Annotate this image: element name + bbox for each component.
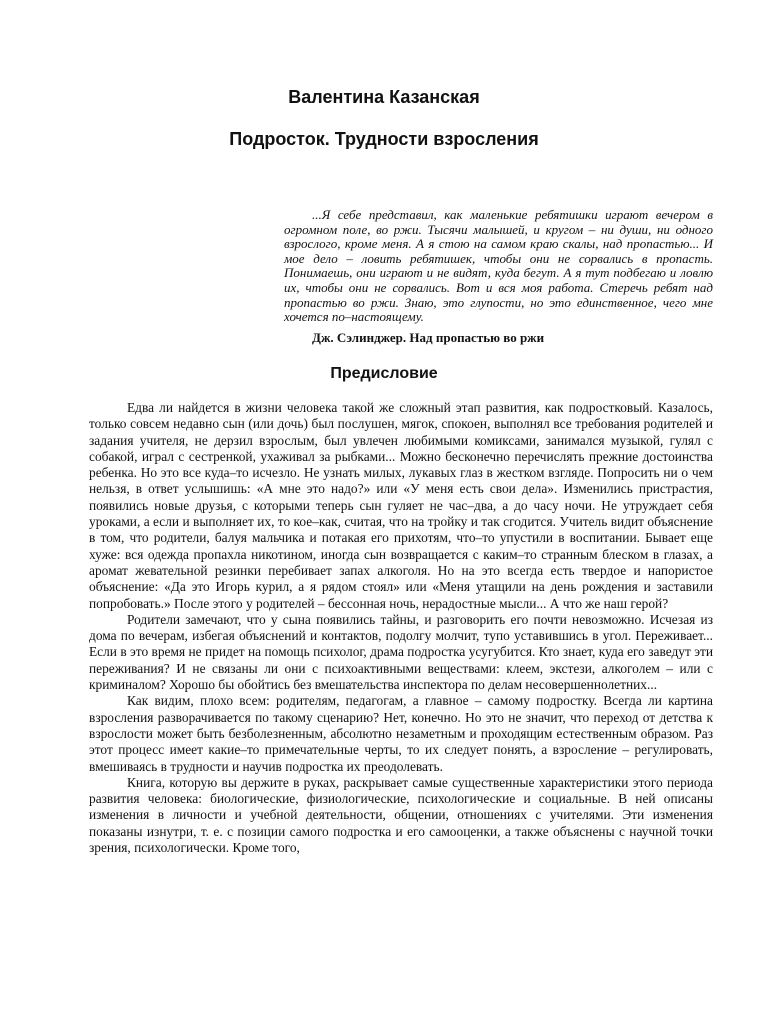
author-name: Валентина Казанская	[288, 87, 480, 107]
book-title: Подросток. Трудности взросления	[229, 129, 539, 149]
paragraph: Как видим, плохо всем: родителям, педагогам, а главное – самому подростку. Всегда ли картина взросления разворачивается по такому сценарию? Нет, конечно. Но это не значит, что переход от детства к взрослости может быть безболезненным, абсолютно незаметным и проходящим естественным образом. Раз этот процесс имеет какие–то примечательные черты, то их следует понять, а взросление – регулировать, вмешиваясь в трудности и научив подростка их преодолевать.	[89, 693, 713, 774]
paragraph: Книга, которую вы держите в руках, раскрывает самые существенные характеристики этого периода развития человека: биологические, физиологические, психологические и социальные. В ней описаны изменения в личности и учебной деятельности, общении, отношениях с учителями. Эти изменения показаны изнутри, т. е. с позиции самого подростка и его самооценки, а также объяснены с научной точки зрения, психологически. Кроме того,	[89, 774, 713, 856]
paragraph: Едва ли найдется в жизни человека такой же сложный этап развития, как подростковый. Казалось, только совсем недавно сын (или дочь) был послушен, мягок, спокоен, выполнял все требования родителей и задания учителя, не дерзил взрослым, был увлечен любимыми комиксами, занимался музыкой, гулял с собакой, играл с сестренкой, ухаживал за рыбками... Можно бесконечно перечислять прежние достоинства ребенка. Но это все куда–то исчезло. Не узнать милых, лукавых глаз в жестком взгляде. Попросить ни о чем нельзя, в ответ услышишь: «А мне это надо?» или «У меня есть свои дела». Изменились пристрастия, появились новые друзья, с которыми теперь сын гуляет не час–два, а до часу ночи. Не утруждает себя уроками, а если и выполняет их, то кое–как, считая, что на тройку и так сгодится. Учитель видит объяснение в том, что родители, балуя мальчика и потакая его прихотям, что–то упустили в воспитании. Бывает еще хуже: вся одежда пропахла никотином, иногда сын возвращается с каким–то странным блеском в глазах, а аромат жевательной резинки перебивает запах алкоголя. Но на это всегда есть твердое и напористое объяснение: «Да это Игорь курил, а я рядом стоял» или «Меня утащили на день рождения и заставили попробовать.» После этого у родителей – бессонная ночь, нерадостные мысли... А что же наш герой?	[89, 400, 713, 611]
section-heading-preface: Предисловие	[330, 365, 438, 382]
epigraph-source: Дж. Сэлинджер. Над пропастью во ржи	[312, 330, 545, 345]
body-text	[89, 400, 713, 856]
paragraph: Родители замечают, что у сына появились тайны, и разговорить его почти невозможно. Исчезая из дома по вечерам, избегая объяснений и контактов, подолгу молчит, тупо уставившись в угол. Переживает... Если в это время не придет на помощь психолог, драма подростка усугубится. Кто знает, куда его заведут эти переживания? И не связаны ли они с психоактивными веществами: клеем, экстези, алкоголем – или с криминалом? Хорошо бы обойтись без вмешательства инспектора по делам несовершеннолетних...	[89, 611, 713, 693]
epigraph-quote: ...Я себе представил, как маленькие ребятишки играют вечером в огромном поле, во ржи. Тысячи малышей, и кругом – ни души, ни одного взрослого, кроме меня. А я стою на самом краю скалы, над пропастью... И мое дело – ловить ребятишек, чтобы они не сорвались в пропасть. Понимаешь, они играют и не видят, куда бегут. А я тут подбегаю и ловлю их, чтобы они не сорвались. Вот и вся моя работа. Стеречь ребят над пропастью во ржи. Знаю, это глупости, но это единственное, чего мне хочется по–настоящему.	[284, 207, 713, 325]
